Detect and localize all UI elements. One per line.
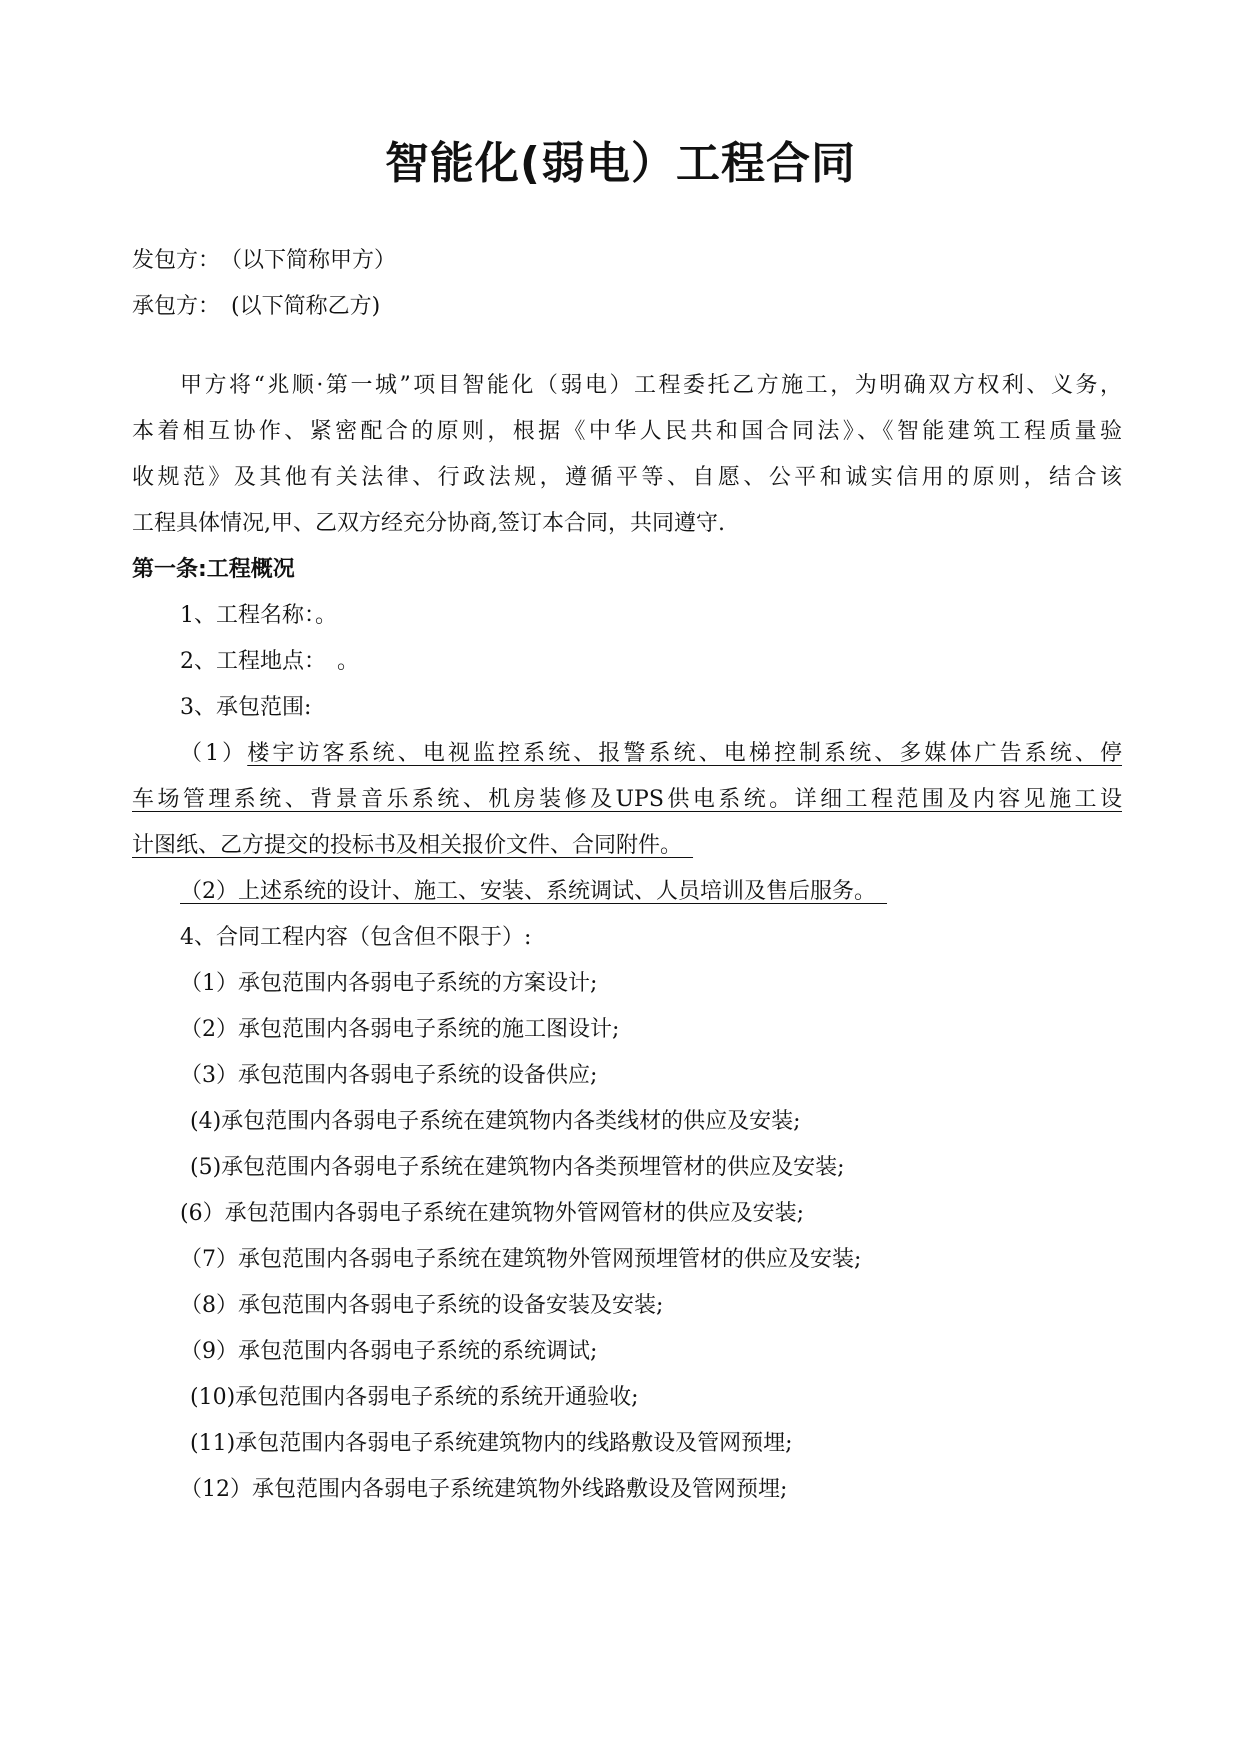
employer-line: 发包方： （以下简称甲方）	[132, 248, 397, 273]
contents-list-item: （1）承包范围内各弱电子系统的方案设计;	[180, 971, 598, 996]
article1-item-project-name: 1、工程名称：。	[180, 603, 337, 628]
contents-list-item: （2）承包范围内各弱电子系统的施工图设计;	[180, 1017, 620, 1042]
preamble-line: 工程具体情况,甲、乙双方经充分协商,签订本合同，共同遵守.	[132, 511, 725, 536]
article1-heading: 第一条:工程概况	[132, 557, 295, 582]
contents-list-item: （7）承包范围内各弱电子系统在建筑物外管网预埋管材的供应及安装;	[180, 1247, 862, 1272]
scope-text: 车场管理系统、背景音乐系统、机房装修及UPS供电系统。详细工程范围及内容见施工设	[132, 787, 1122, 812]
contents-list-item: （9）承包范围内各弱电子系统的系统调试;	[180, 1339, 598, 1364]
article1-item-contents: 4、合同工程内容（包含但不限于）:	[180, 925, 532, 950]
preamble-line: 收规范》及其他有关法律、行政法规，遵循平等、自愿、公平和诚实信用的原则，结合该	[132, 465, 1122, 490]
contents-list-item: (6）承包范围内各弱电子系统在建筑物外管网管材的供应及安装;	[180, 1201, 804, 1226]
contents-list-item: （8）承包范围内各弱电子系统的设备安装及安装;	[180, 1293, 664, 1318]
contractor-line: 承包方： (以下简称乙方)	[132, 294, 381, 319]
article1-item-project-location: 2、工程地点： 。	[180, 649, 359, 674]
document-title: 智能化(弱电）工程合同	[384, 138, 857, 189]
contents-list-item: (5)承包范围内各弱电子系统在建筑物内各类预埋管材的供应及安装;	[190, 1155, 845, 1180]
contents-list-item: (10)承包范围内各弱电子系统的系统开通验收;	[190, 1385, 639, 1410]
scope-line	[180, 877, 1170, 907]
contents-list-item: (11)承包范围内各弱电子系统建筑物内的线路敷设及管网预埋;	[190, 1431, 793, 1456]
scope-line	[180, 739, 1122, 769]
scope-text: 计图纸、乙方提交的投标书及相关报价文件、合同附件。	[132, 833, 672, 858]
scope-prefix: （1）	[180, 741, 248, 766]
preamble-line: 本着相互协作、紧密配合的原则，根据《中华人民共和国合同法》、《智能建筑工程质量验	[132, 419, 1122, 444]
scope-line	[132, 785, 1122, 815]
contents-list-item: （3）承包范围内各弱电子系统的设备供应;	[180, 1063, 598, 1088]
scope-text: 楼宇访客系统、电视监控系统、报警系统、电梯控制系统、多媒体广告系统、停	[247, 741, 1122, 766]
article1-item-scope: 3、承包范围:	[180, 695, 312, 720]
scope-line	[132, 831, 1122, 861]
scope-text: （2）上述系统的设计、施工、安装、系统调试、人员培训及售后服务。	[180, 879, 865, 904]
contents-list-item: （12）承包范围内各弱电子系统建筑物外线路敷设及管网预埋;	[180, 1477, 788, 1502]
preamble-line: 甲方将“兆顺·第一城”项目智能化（弱电）工程委托乙方施工，为明确双方权利、义务，	[180, 373, 1122, 398]
contents-list-item: (4)承包范围内各弱电子系统在建筑物内各类线材的供应及安装;	[190, 1109, 801, 1134]
